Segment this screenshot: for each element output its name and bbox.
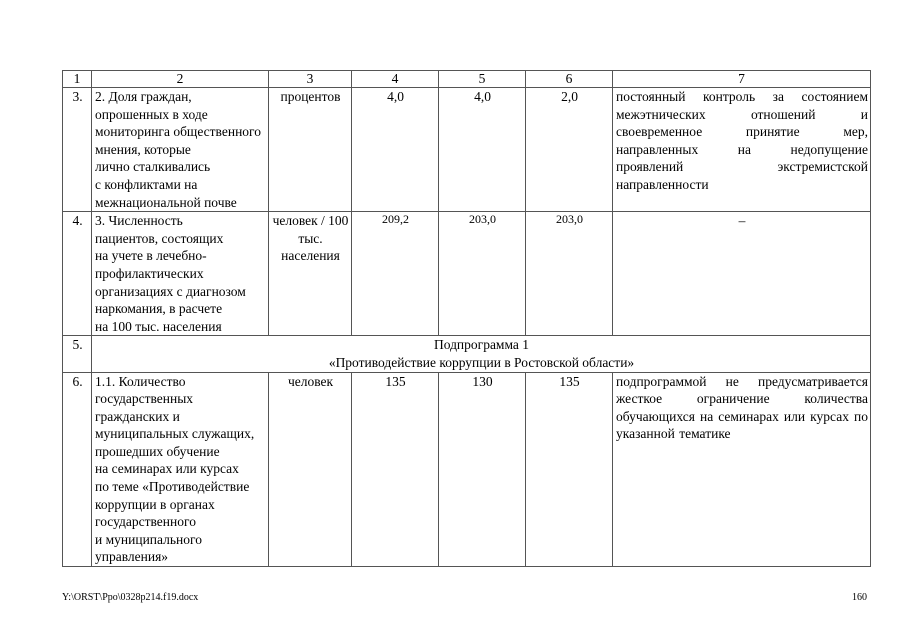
header-cell: 3 [269,71,352,88]
footer-file-path: Y:\ORST\Ppo\0328p214.f19.docx [62,592,199,603]
indicator-name: 2. Доля граждан, опрошенных в ходе мониторинга общественного мнения, которые лично сталкивались с конфликтами на межнациональной почве [92,88,269,212]
table-row [63,336,871,372]
row-number: 5. [63,336,92,372]
value-cell: 209,2 [352,212,439,336]
page-number: 160 [852,592,867,603]
table-header-row [63,71,871,88]
header-cell: 4 [352,71,439,88]
header-cell: 5 [439,71,526,88]
unit-cell: процентов [269,88,352,212]
header-cell: 1 [63,71,92,88]
header-cell: 7 [613,71,871,88]
note-cell: – [613,212,871,336]
row-number: 6. [63,372,92,567]
value-cell: 2,0 [526,88,613,212]
note-cell: подпрограммой не предусматривается жесткое ограничение количества обучающихся на семинарах или курсах по указанной тематике [613,372,871,567]
value-cell: 4,0 [439,88,526,212]
value-cell: 4,0 [352,88,439,212]
unit-cell: человек / 100 тыс. населения [269,212,352,336]
value-cell: 135 [526,372,613,567]
value-cell: 130 [439,372,526,567]
table-row [63,372,871,567]
row-number: 4. [63,212,92,336]
note-cell: постоянный контроль за состоянием межэтнических отношений и своевременное принятие мер, направленных на недопущение проявлений экстремистской направленности [613,88,871,212]
indicator-name: 3. Численность пациентов, состоящих на учете в лечебно- профилактических организациях с диагнозом наркомания, в расчете на 100 тыс. населения [92,212,269,336]
indicator-table [62,70,871,567]
table-row [63,88,871,212]
value-cell: 203,0 [439,212,526,336]
table-row [63,212,871,336]
header-cell: 2 [92,71,269,88]
indicator-name: 1.1. Количество государственных гражданских и муниципальных служащих, прошедших обучение на семинарах или курсах по теме «Противодействие коррупции в органах государственного и муниципального управления» [92,372,269,567]
row-number: 3. [63,88,92,212]
header-cell: 6 [526,71,613,88]
unit-cell: человек [269,372,352,567]
value-cell: 135 [352,372,439,567]
subprogram-title: Подпрограмма 1 «Противодействие коррупции в Ростовской области» [92,336,871,372]
value-cell: 203,0 [526,212,613,336]
